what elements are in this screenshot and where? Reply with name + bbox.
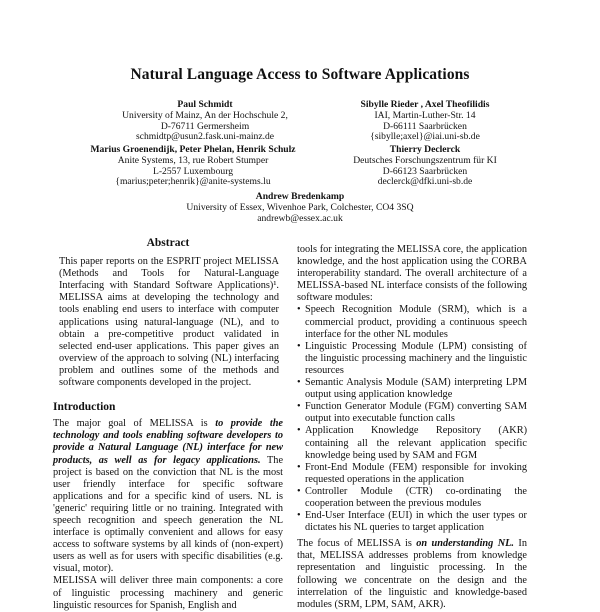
author-address: D-76711 Germersheim (160, 120, 250, 132)
list-item: • End-User Interface (EUI) in which the user types or dictates his NL queries to target application (297, 510, 527, 534)
module-list (297, 304, 527, 534)
intro-body: The project is based on the conviction that NL is the most user friendly interface for specific software applications and for a specific kind of users. NL is 'generic' requiring little or no training. Integrated with speech recognition and speech generation the NL interface is optimally convenient and allows for easy access to software systems by all kinds of (non-expert) users as well as for users with specific disabilities (e.g. visual, motor). (53, 454, 284, 575)
abstract-text: This paper reports on the ESPRIT project MELISSA (Methods and Tools for Natural-Language Interfacing with Standard Software Applications)¹. MELISSA aims at developing the technology and tools enabling end users to interface with computer applications using natural-language (NL), and to obtain a pre-competitive product validated in selected end-user applications. This paper gives an overview of the approach to solving (NL) interfacing problem and outlines some of the methods and software components developed in the project. (59, 256, 279, 389)
left-column (53, 237, 283, 612)
author-block-groenendijk (68, 145, 318, 188)
author-name: Thierry Declerck (389, 144, 461, 155)
architecture-intro: tools for integrating the MELISSA core, the application knowledge, and the host application using the CORBA interoperability standard. The overall architecture of a MELISSA-based NL interface consists of the following software modules: (297, 244, 527, 304)
list-item: • Front-End Module (FEM) responsible for invoking requested operations in the application (297, 462, 527, 486)
author-address: D-66123 Saarbrücken (382, 165, 468, 177)
intro-lead: The major goal of MELISSA is (53, 418, 208, 430)
paper-title: Natural Language Access to Software Applications (130, 66, 470, 83)
list-item: • Controller Module (CTR) co-ordinating the cooperation between the previous modules (297, 486, 527, 510)
focus-lead: The focus of MELISSA is (297, 538, 412, 550)
author-affiliation: University of Essex, Wivenhoe Park, Colchester, CO4 3SQ (186, 201, 414, 213)
focus-body: In that, MELISSA addresses problems from knowledge representation and linguistic processing. In the following we concentrate on the design and the interrelation of the linguistic and knowledge-based modules (SRM, LPM, SAM, AKR). (297, 538, 527, 610)
author-affiliation: Anite Systems, 13, rue Robert Stumper (117, 154, 269, 166)
list-item: • Function Generator Module (FGM) converting SAM output into executable function calls (297, 401, 527, 425)
intro-emphasis: to provide the technology and tools enabling software developers to provide a Natural Language (NL) interface for new products, as well as for legacy applications. (53, 418, 283, 466)
author-affiliation: IAI, Martin-Luther-Str. 14 (374, 109, 476, 121)
author-email: {sibylle;axel}@iai.uni-sb.de (370, 131, 480, 143)
author-affiliation: Deutsches Forschungszentrum für KI (353, 154, 497, 166)
author-email: {marius;peter;henrik}@anite-systems.lu (115, 176, 271, 188)
author-email: andrewb@essex.ac.uk (257, 212, 343, 224)
author-name: Paul Schmidt (177, 99, 233, 110)
list-item: • Linguistic Processing Module (LPM) consisting of the linguistic processing machinery and the linguistic resources (297, 341, 527, 377)
abstract-heading: Abstract (146, 237, 190, 249)
author-email: declerck@dfki.uni-sb.de (377, 176, 473, 188)
list-item: • Speech Recognition Module (SRM), which is a commercial product, providing a continuous speech interface for the other NL modules (297, 304, 527, 340)
author-address: D-66111 Saarbrücken (383, 120, 467, 132)
author-address: L-2557 Luxembourg (152, 165, 234, 177)
introduction-continuation: MELISSA will deliver three main components: a core of linguistic processing machinery and generic linguistic resources for Spanish, English and (53, 575, 283, 611)
introduction-heading: Introduction (53, 401, 116, 414)
author-email: schmidtp@usun2.fask.uni-mainz.de (135, 131, 275, 143)
author-name: Marius Groenendijk, Peter Phelan, Henrik Schulz (90, 144, 296, 155)
list-item: • Semantic Analysis Module (SAM) interpreting LPM output using application knowledge (297, 377, 527, 401)
author-name: Andrew Bredenkamp (255, 191, 345, 202)
focus-emphasis: on understanding NL. (416, 538, 515, 550)
introduction-paragraph (53, 418, 283, 575)
author-block-bredenkamp (150, 192, 450, 224)
author-name: Sibylle Rieder , Axel Theofilidis (360, 99, 490, 110)
author-affiliation: University of Mainz, An der Hochschule 2, (122, 109, 288, 121)
author-block-declerck (325, 145, 525, 188)
author-block-schmidt (100, 100, 310, 143)
right-column (297, 244, 527, 611)
author-block-rieder (325, 100, 525, 143)
list-item: • Application Knowledge Repository (AKR) containing all the relevant application specific knowledge being used by SAM and FGM (297, 425, 527, 461)
